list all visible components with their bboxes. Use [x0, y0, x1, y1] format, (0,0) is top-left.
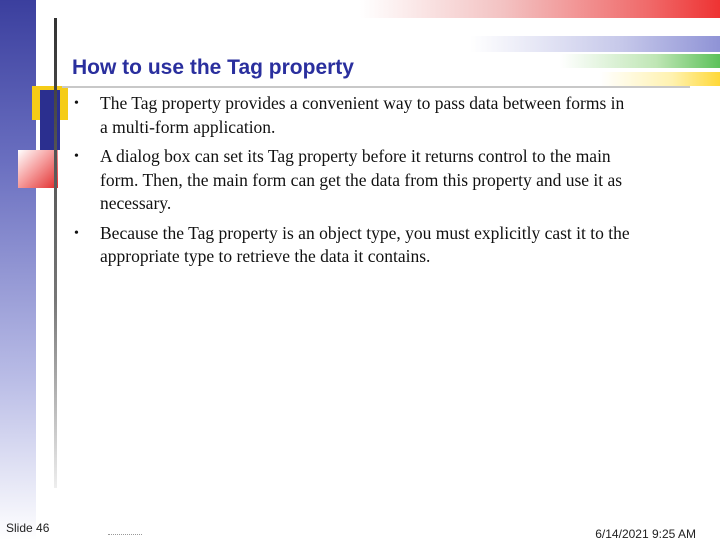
- bullet-dot-icon: •: [74, 149, 79, 164]
- slide-number: Slide 46: [6, 521, 50, 535]
- bullet-text: The Tag property provides a convenient way to pass data between forms in a multi-form application.: [100, 93, 625, 137]
- slide-title: How to use the Tag property: [72, 56, 354, 79]
- footer-placeholder-mark: [108, 534, 142, 538]
- bullet-text: A dialog box can set its Tag property before it returns control to the main form. Then, the main form can get the data from this property and use it as necessary.: [100, 146, 623, 213]
- decorative-square-red: [18, 150, 58, 188]
- bullet-item: [74, 222, 634, 269]
- left-gradient-bar: [0, 0, 36, 540]
- vertical-divider: [54, 18, 57, 488]
- footer-datetime: 6/14/2021 9:25 AM: [595, 527, 696, 541]
- title-rule: [62, 86, 690, 88]
- top-gradient-band: [360, 0, 720, 18]
- bullet-item: [74, 92, 634, 139]
- bullet-text: Because the Tag property is an object type, you must explicitly cast it to the appropriate type to retrieve the data it contains.: [100, 222, 630, 266]
- decorative-band-green: [560, 54, 720, 68]
- decorative-band-blue: [470, 36, 720, 52]
- decorative-band-yellow: [600, 72, 720, 86]
- bullet-dot-icon: •: [74, 225, 79, 241]
- bullet-dot-icon: •: [74, 96, 79, 111]
- bullet-item: [74, 145, 634, 216]
- decorative-square-blue: [40, 90, 60, 150]
- bullet-list: [74, 92, 634, 275]
